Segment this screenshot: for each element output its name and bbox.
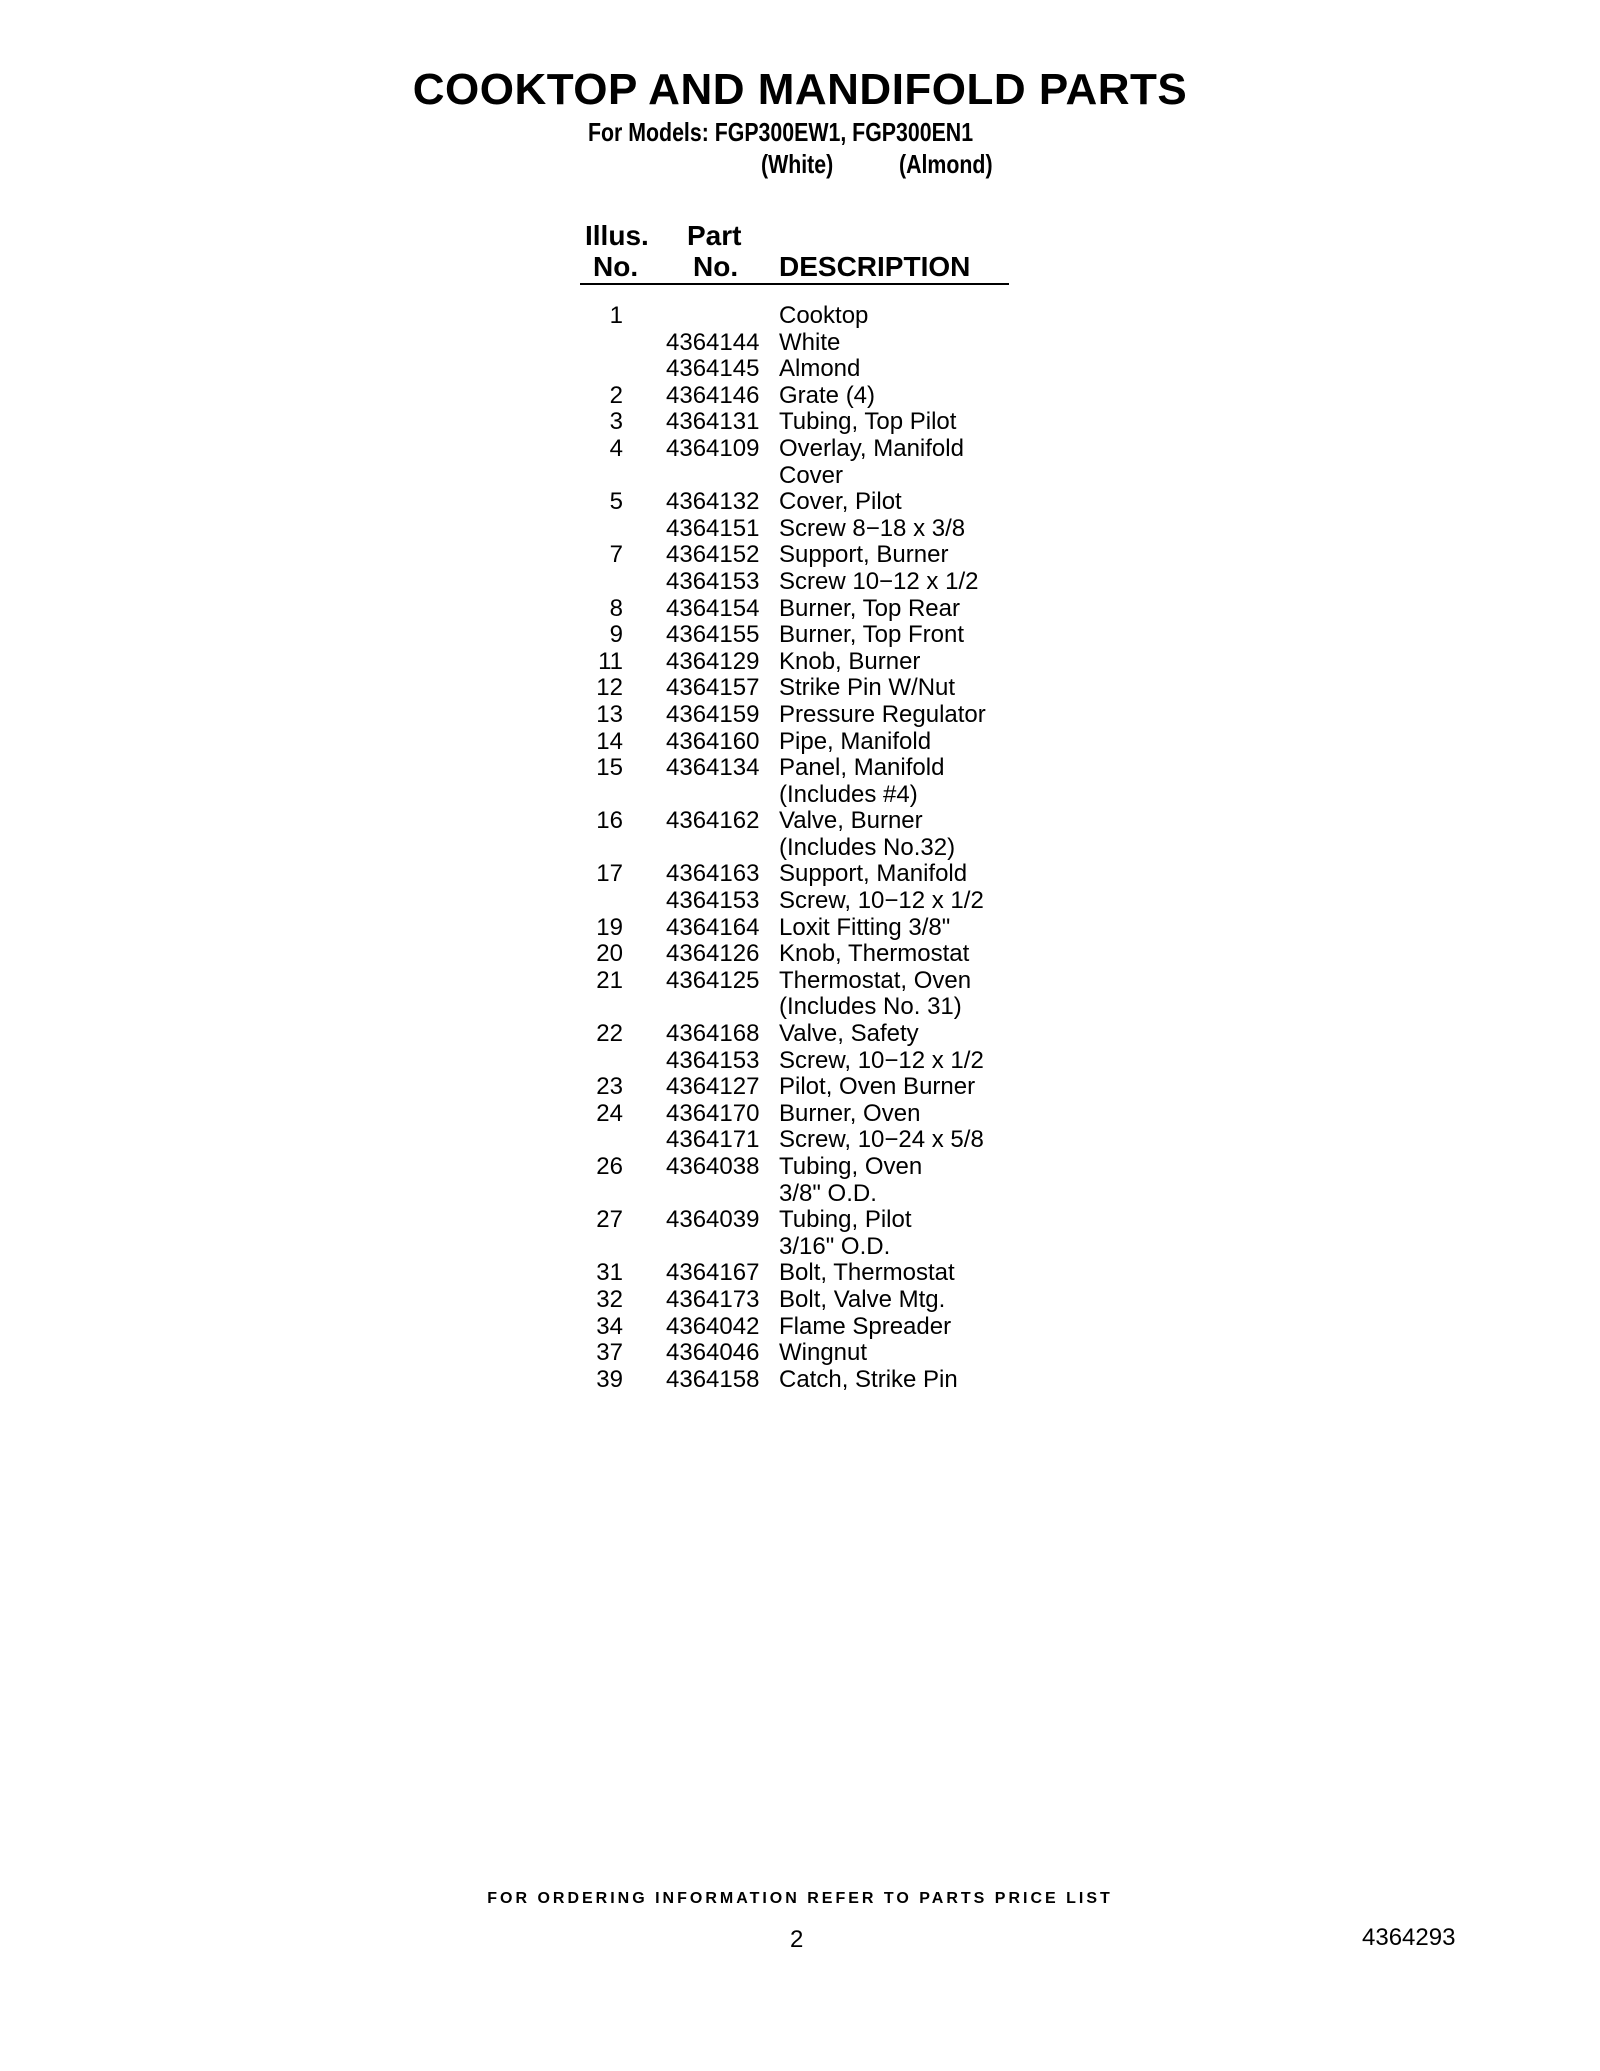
part-description: Bolt, Valve Mtg. xyxy=(779,1285,946,1313)
part-description: 3/16" O.D. xyxy=(779,1232,891,1260)
illus-number: 9 xyxy=(609,621,623,649)
part-number: 4364125 xyxy=(666,966,760,994)
illus-number: 15 xyxy=(596,754,623,782)
part-number: 4364042 xyxy=(666,1312,760,1340)
part-description: Screw, 10−12 x 1/2 xyxy=(779,887,984,915)
part-description: (Includes No.32) xyxy=(779,833,956,861)
illus-number: 4 xyxy=(609,434,623,462)
part-description: Screw 10−12 x 1/2 xyxy=(779,567,979,595)
part-number: 4364144 xyxy=(666,328,760,356)
illus-number: 17 xyxy=(596,860,623,888)
table-row xyxy=(0,1340,1600,1367)
part-description: Pipe, Manifold xyxy=(779,727,932,755)
part-number: 4364171 xyxy=(666,1126,760,1154)
part-description: Panel, Manifold xyxy=(779,754,945,782)
part-number: 4364154 xyxy=(666,594,760,622)
illus-number: 3 xyxy=(609,408,623,436)
table-row xyxy=(0,356,1600,383)
table-row xyxy=(0,1048,1600,1075)
table-row xyxy=(0,1154,1600,1181)
table-row xyxy=(0,409,1600,436)
part-description: Burner, Top Rear xyxy=(779,594,960,622)
illus-number: 2 xyxy=(609,381,623,409)
part-number: 4364127 xyxy=(666,1073,760,1101)
part-number: 4364039 xyxy=(666,1206,760,1234)
part-number: 4364134 xyxy=(666,754,760,782)
part-description: Wingnut xyxy=(779,1339,868,1367)
part-number: 4364157 xyxy=(666,674,760,702)
part-number: 4364173 xyxy=(666,1285,760,1313)
part-number: 4364131 xyxy=(666,408,760,436)
part-description: Pilot, Oven Burner xyxy=(779,1073,976,1101)
table-row xyxy=(0,1207,1600,1234)
part-number: 4364170 xyxy=(666,1099,760,1127)
illus-number: 20 xyxy=(596,940,623,968)
illus-number: 34 xyxy=(596,1312,623,1340)
illus-number: 12 xyxy=(596,674,623,702)
table-row xyxy=(0,1234,1600,1261)
table-row xyxy=(0,596,1600,623)
part-number: 4364168 xyxy=(666,1020,760,1048)
part-description: Burner, Oven xyxy=(779,1099,921,1127)
part-description: Bolt, Thermostat xyxy=(779,1259,955,1287)
part-number: 4364153 xyxy=(666,887,760,915)
part-description: Knob, Thermostat xyxy=(779,940,970,968)
color-almond-label: (Almond) xyxy=(899,149,993,179)
part-description: Catch, Strike Pin xyxy=(779,1365,958,1393)
part-number: 4364164 xyxy=(666,913,760,941)
table-row xyxy=(0,1314,1600,1341)
part-number: 4364132 xyxy=(666,488,760,516)
table-row xyxy=(0,1367,1600,1394)
header-divider xyxy=(580,283,1009,285)
header-illus-line2: No. xyxy=(593,251,639,282)
parts-list xyxy=(0,303,1600,1393)
part-description: Support, Manifold xyxy=(779,860,968,888)
table-row xyxy=(0,489,1600,516)
illus-number: 14 xyxy=(596,727,623,755)
table-row xyxy=(0,1021,1600,1048)
illus-number: 11 xyxy=(598,647,623,675)
part-description: Pressure Regulator xyxy=(779,700,986,728)
part-description: Burner, Top Front xyxy=(779,621,964,649)
part-number: 4364167 xyxy=(666,1259,760,1287)
part-description: Cooktop xyxy=(779,302,869,329)
page-number: 2 xyxy=(790,1926,804,1953)
illus-number: 5 xyxy=(609,488,623,516)
part-description: Thermostat, Oven xyxy=(779,966,972,994)
illus-number: 27 xyxy=(596,1206,623,1234)
table-row xyxy=(0,330,1600,357)
part-number: 4364126 xyxy=(666,940,760,968)
header-description: DESCRIPTION xyxy=(779,251,971,282)
part-description: (Includes #4) xyxy=(779,780,918,808)
part-description: Tubing, Top Pilot xyxy=(779,408,957,436)
table-row xyxy=(0,569,1600,596)
ordering-note: FOR ORDERING INFORMATION REFER TO PARTS PRICE LIST xyxy=(487,1890,1113,1907)
table-row xyxy=(0,675,1600,702)
part-description: Tubing, Oven xyxy=(779,1153,923,1180)
illus-number: 1 xyxy=(609,302,623,329)
part-description: Almond xyxy=(779,355,861,383)
table-row xyxy=(0,516,1600,543)
part-description: White xyxy=(779,328,841,356)
table-row xyxy=(0,755,1600,782)
table-row xyxy=(0,1074,1600,1101)
part-number: 4364129 xyxy=(666,647,760,675)
table-row xyxy=(0,941,1600,968)
illus-number: 37 xyxy=(596,1339,623,1367)
part-number: 4364159 xyxy=(666,700,760,728)
header-part-line2: No. xyxy=(693,251,739,282)
part-number: 4364046 xyxy=(666,1339,760,1367)
illus-number: 39 xyxy=(596,1365,623,1393)
part-description: Strike Pin W/Nut xyxy=(779,674,956,702)
document-number: 4364293 xyxy=(1362,1924,1456,1951)
part-number: 4364152 xyxy=(666,541,760,569)
illus-number: 16 xyxy=(596,807,623,835)
illus-number: 7 xyxy=(609,541,623,569)
header-illus-line1: Illus. xyxy=(585,220,649,251)
table-row xyxy=(0,994,1600,1021)
illus-number: 31 xyxy=(596,1259,623,1287)
part-number: 4364145 xyxy=(666,355,760,383)
part-number: 4364163 xyxy=(666,860,760,888)
part-number: 4364151 xyxy=(666,514,760,542)
part-number: 4364155 xyxy=(666,621,760,649)
part-number: 4364038 xyxy=(666,1153,760,1180)
table-row xyxy=(0,436,1600,463)
part-description: Screw, 10−12 x 1/2 xyxy=(779,1046,984,1074)
table-row xyxy=(0,1101,1600,1128)
part-number: 4364109 xyxy=(666,434,760,462)
table-row xyxy=(0,835,1600,862)
illus-number: 22 xyxy=(596,1020,623,1048)
illus-number: 13 xyxy=(596,700,623,728)
part-description: Cover xyxy=(779,461,844,489)
illus-number: 26 xyxy=(596,1153,623,1180)
page-title: COOKTOP AND MANDIFOLD PARTS xyxy=(412,65,1188,114)
part-number: 4364153 xyxy=(666,1046,760,1074)
part-description: Grate (4) xyxy=(779,381,876,409)
part-description: Loxit Fitting 3/8" xyxy=(779,913,951,941)
table-row xyxy=(0,729,1600,756)
table-row xyxy=(0,1260,1600,1287)
table-row xyxy=(0,649,1600,676)
illus-number: 24 xyxy=(596,1099,623,1127)
part-description: Valve, Safety xyxy=(779,1020,919,1048)
table-row xyxy=(0,888,1600,915)
color-white-label: (White) xyxy=(761,149,834,179)
part-description: Tubing, Pilot xyxy=(779,1206,912,1234)
table-row xyxy=(0,383,1600,410)
table-row xyxy=(0,808,1600,835)
table-row xyxy=(0,463,1600,490)
part-description: Overlay, Manifold xyxy=(779,434,964,462)
table-row xyxy=(0,542,1600,569)
part-description: Cover, Pilot xyxy=(779,488,902,516)
illus-number: 8 xyxy=(609,594,623,622)
table-row xyxy=(0,861,1600,888)
table-row xyxy=(0,968,1600,995)
part-description: Knob, Burner xyxy=(779,647,921,675)
table-row xyxy=(0,1287,1600,1314)
part-number: 4364146 xyxy=(666,381,760,409)
part-description: Screw, 10−24 x 5/8 xyxy=(779,1126,984,1154)
part-number: 4364153 xyxy=(666,567,760,595)
illus-number: 23 xyxy=(596,1073,623,1101)
table-row xyxy=(0,702,1600,729)
part-description: Valve, Burner xyxy=(779,807,923,835)
illus-number: 19 xyxy=(596,913,623,941)
table-row xyxy=(0,915,1600,942)
part-number: 4364162 xyxy=(666,807,760,835)
part-description: (Includes No. 31) xyxy=(779,993,962,1021)
table-row xyxy=(0,1181,1600,1208)
part-description: Support, Burner xyxy=(779,541,949,569)
table-row xyxy=(0,303,1600,330)
part-description: Screw 8−18 x 3/8 xyxy=(779,514,966,542)
header-part-line1: Part xyxy=(687,220,742,251)
illus-number: 21 xyxy=(596,966,623,994)
part-description: 3/8" O.D. xyxy=(779,1179,877,1207)
part-description: Flame Spreader xyxy=(779,1312,952,1340)
table-row xyxy=(0,782,1600,809)
models-line: For Models: FGP300EW1, FGP300EN1 xyxy=(588,117,974,147)
part-number: 4364158 xyxy=(666,1365,760,1393)
part-number: 4364160 xyxy=(666,727,760,755)
illus-number: 32 xyxy=(596,1285,623,1313)
table-row xyxy=(0,622,1600,649)
table-row xyxy=(0,1127,1600,1154)
